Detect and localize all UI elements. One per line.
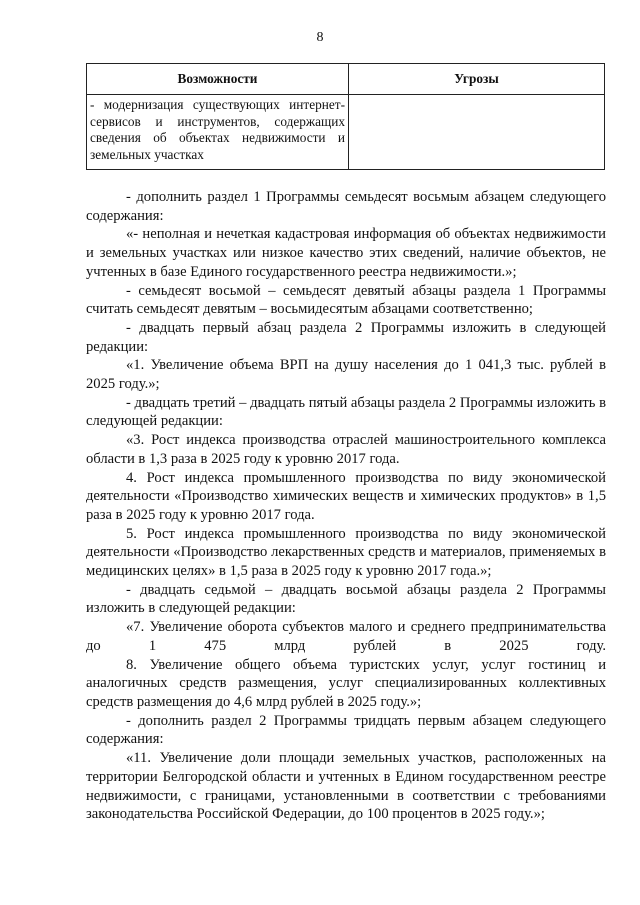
paragraph: - двадцать третий – двадцать пятый абзацы раздела 2 Программы изложить в следующей редакции: [86,394,606,430]
cell-opportunities: - модернизация существующих интернет-сервисов и инструментов, содержащих сведения об объектах недвижимости и земельных участках [87,95,349,170]
paragraph: «- неполная и нечеткая кадастровая информация об объектах недвижимости и земельных участках или низкое качество этих сведений, наличие объектов, не учтенных в базе Единого государственного реестра недвижимости.»; [86,226,606,280]
page-number: 8 [316,30,324,45]
table-row [87,95,605,170]
paragraph: 8. Увеличение общего объема туристских услуг, услуг гостиниц и аналогичных средств размещения, услуг специализированных коллективных средств размещения до 4,6 млрд рублей в 2025 году.»; [86,656,606,710]
paragraph: «7. Увеличение оборота субъектов малого и среднего предпринимательства до 1 475 млрд рублей в 2025 году. [86,619,606,654]
table-header-row [87,64,605,95]
document-body [86,188,606,824]
paragraph: «1. Увеличение объема ВРП на душу населения до 1 041,3 тыс. рублей в 2025 году.»; [86,357,606,393]
header-opportunities: Возможности [87,64,349,95]
paragraph: - двадцать первый абзац раздела 2 Программы изложить в следующей редакции: [86,319,606,355]
paragraph: 5. Рост индекса промышленного производства по виду экономической деятельности «Производство лекарственных средств и материалов, применяемых в медицинских целях» в 1,5 раза в 2025 году к уровню 2017 года.»; [86,525,606,580]
paragraph: - семьдесят восьмой – семьдесят девятый абзацы раздела 1 Программы считать семьдесят девятым – восьмидесятым абзацами соответственно; [86,282,606,318]
paragraph: - двадцать седьмой – двадцать восьмой абзацы раздела 2 Программы изложить в следующей редакции: [86,581,606,617]
paragraph: - дополнить раздел 2 Программы тридцать первым абзацем следующего содержания: [86,712,606,748]
paragraph: «11. Увеличение доли площади земельных участков, расположенных на территории Белгородской области и учтенных в Едином государственном реестре недвижимости, с границами, установленными в соответствии с требованиями законодательства Российской Федерации, до 100 процентов в 2025 году.»; [86,750,606,823]
swot-table [86,63,605,170]
paragraph: - дополнить раздел 1 Программы семьдесят восьмым абзацем следующего содержания: [86,189,606,224]
cell-threats [349,95,605,170]
paragraph: 4. Рост индекса промышленного производства по виду экономической деятельности «Производство химических веществ и химических продуктов» в 1,5 раза в 2025 году к уровню 2017 года. [86,469,606,523]
paragraph: «3. Рост индекса производства отраслей машиностроительного комплекса области в 1,3 раза в 2025 году к уровню 2017 года. [86,432,606,467]
header-threats: Угрозы [349,64,605,95]
